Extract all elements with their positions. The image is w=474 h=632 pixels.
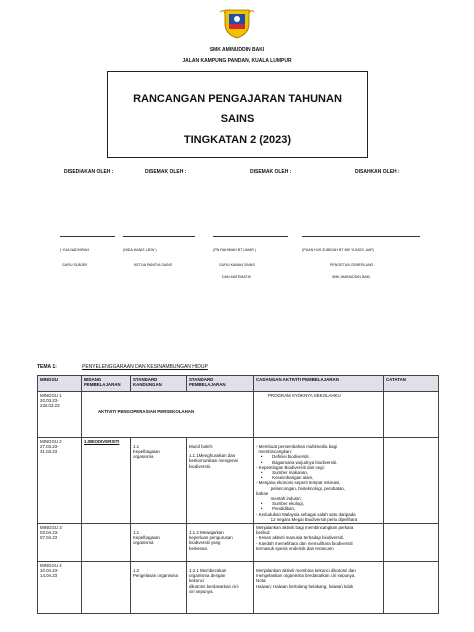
school-crest-icon xyxy=(217,6,257,40)
kandungan-line: Pengelasan organisma xyxy=(133,573,178,579)
title-line-3: TINGKATAN 2 (2023) xyxy=(183,134,292,146)
cell-catatan xyxy=(384,438,439,524)
cell-kandungan xyxy=(131,524,187,562)
minggu-label: MINGGU 3 xyxy=(40,525,62,531)
sig-role-1: GURU SUBJEK xyxy=(62,263,88,267)
sig-name-1: ( YUA NADHIRAH xyxy=(60,248,90,252)
sig-header-2: DISEMAK OLEH : xyxy=(145,169,187,175)
cell-aktiviti xyxy=(254,392,384,438)
aktiviti-line: - Kedudukan Malaysia sebagai salah satu daripada xyxy=(256,511,356,517)
aktiviti-line: Menjalankan aktiviti membina kekunci dikotomi dan xyxy=(256,568,356,574)
bidang-text: 1.0BIODIVERSITI xyxy=(84,439,120,444)
aktiviti-line: termasuk spesis endemik dan terancam xyxy=(256,545,334,551)
cell-aktiviti xyxy=(254,562,384,614)
pembelajaran-line: 1.1.2 Mewajarkan xyxy=(189,530,224,536)
aktiviti-line: - Membuat persembahan multimedia bagi xyxy=(256,444,338,449)
table-row xyxy=(38,562,439,614)
pembelajaran-line: berkomunikasi mengenai xyxy=(189,458,238,464)
aktiviti-line: mengelaskan organisma berdasarkan ciri sepunya. xyxy=(256,573,356,579)
aktiviti-line: • Sumber makanan, xyxy=(256,470,309,476)
sig-header-4: DISAHKAN OLEH : xyxy=(355,169,400,175)
cell-bidang xyxy=(82,438,131,524)
pembelajaran-line: biodiversiti yang xyxy=(189,540,221,546)
kandungan-line: 1.1 xyxy=(133,444,140,449)
minggu-date-start: 03.04.23- xyxy=(40,530,59,536)
sig-name-3: (PN RAHIMAH BT UMAR ) xyxy=(213,248,257,252)
sig-line-4 xyxy=(302,236,420,237)
cell-minggu xyxy=(38,438,82,524)
col-header-catatan: CATATAN xyxy=(384,376,439,392)
aktiviti-line: berikut: xyxy=(256,530,271,536)
aktiviti-line: • Bagaimana wujudnya biodiversiti. xyxy=(256,459,338,465)
aktiviti-line: - Menjana ekonomi seperti tempat rekreasi, xyxy=(256,480,341,486)
kandungan-line: organisma xyxy=(133,540,154,546)
aktiviti-line: Haiwan: Haiwan bertulang belakang, haiwan tidak xyxy=(256,583,354,589)
title-line-1: RANCANGAN PENGAJARAN TAHUNAN xyxy=(133,93,342,105)
minggu-label: MINGGU 2 xyxy=(40,439,62,444)
cell-pembelajaran xyxy=(187,438,254,524)
pembelajaran-line: ciri sepunya. xyxy=(189,588,214,594)
aktiviti-line: bahan xyxy=(256,490,269,496)
minggu-date-end: 07.04.23 xyxy=(40,535,58,541)
aktiviti-line: 12 negara Megai Biodiversiti perlu dipelihara xyxy=(256,516,358,522)
title-box xyxy=(107,71,368,158)
pembelajaran-line: berkesan. xyxy=(189,545,209,551)
minggu-label: MINGGU 1 xyxy=(40,393,62,398)
tema-label: TEMA 1: xyxy=(37,364,57,370)
aktiviti-line: • Pendidikan, xyxy=(256,506,296,512)
sig-header-3: DISEMAK OLEH : xyxy=(250,169,292,175)
sig-line-2 xyxy=(123,236,195,237)
sig-name-4: (PUAN HJH ZUBIDAH BT MD YUNOS, AAP) xyxy=(302,248,374,252)
minggu-date-start: 20.03.23- xyxy=(40,398,59,404)
sig-header-1: DISEDIAKAN OLEH : xyxy=(64,169,114,175)
sig-role-4: PENGETUA CEMERLANG xyxy=(330,263,374,267)
aktiviti-line: • Sumber ekologi, xyxy=(256,501,304,507)
rpt-table xyxy=(37,375,439,614)
aktiviti-line: Menjalankan aktiviti bagi membincangkan perkara xyxy=(256,525,354,531)
col-header-standard-pembelajaran: STANDARD PEMBELAJARAN xyxy=(187,376,254,392)
kandungan-line: organisma xyxy=(133,454,154,460)
cell-catatan xyxy=(384,524,439,562)
minggu-date-start: 10.04.23- xyxy=(40,568,59,574)
aktiviti-line: Nota: xyxy=(256,578,267,584)
pembelajaran-line: 1.2.1 Membezakan xyxy=(189,568,227,574)
pembelajaran-line: 1.1.1Menghuraikan dan xyxy=(189,453,236,459)
aktiviti-line: • Definisi biodiversiti. xyxy=(256,454,310,460)
minggu-date-end: 14.04.23 xyxy=(40,573,58,579)
aktiviti-line: • Keseimbangan alam, xyxy=(256,475,314,481)
cell-aktiviti-sekolah xyxy=(82,392,254,438)
kandungan-line: Kepelbagaian xyxy=(133,535,160,541)
aktiviti-line: - Kesan aktiviti manusia terhadap biodiversiti. xyxy=(256,535,345,541)
cell-bidang xyxy=(82,562,131,614)
cell-kandungan xyxy=(131,562,187,614)
sig-role-2: KETUA PANITIA SAINS xyxy=(134,263,173,267)
cell-catatan xyxy=(384,562,439,614)
kandungan-line: Kepelbagaian xyxy=(133,449,160,455)
col-header-standard-kandungan: STANDARD KANDUNGAN xyxy=(131,376,187,392)
col-header-cadangan-aktiviti: CADANGAN AKTIVITI PEMBELAJARAN xyxy=(254,376,384,392)
sig-role-3b: DAN MATEMATIK xyxy=(222,275,252,279)
tema-value: PENYELENGGARAAN DAN KESINAMBUNGAN HIDUP xyxy=(82,364,208,370)
aktiviti-line: mentah industri, xyxy=(256,496,302,502)
title-line-2: SAINS xyxy=(220,113,255,125)
aktiviti-line: pelancongan, bioteknologi, perubatan, xyxy=(256,485,346,491)
minggu-date-start: 27.03.23- xyxy=(40,444,59,450)
aktiviti-line: - Kepentingan Biodiversiti dari segi: xyxy=(256,464,325,470)
table-row xyxy=(38,392,439,438)
cell-aktiviti xyxy=(254,524,384,562)
table-header-row xyxy=(38,376,439,392)
aktiviti-line: membincangkan: xyxy=(256,449,292,455)
aktiviti-sekolah-text: AKTIVITI PENGOPERASIAN PERSEKOLAHAN xyxy=(98,409,195,414)
pembelajaran-line: kekunci xyxy=(189,578,204,584)
pembelajaran-line: biodiversiti. xyxy=(189,463,211,469)
sig-role-4b: SMK AMINUDDIN BAKI xyxy=(332,275,371,279)
sig-role-3: GURU KANAN SAINS xyxy=(219,263,255,267)
pembelajaran-line: keperluan pengurusan xyxy=(189,535,233,541)
cell-aktiviti xyxy=(254,438,384,524)
col-header-minggu: MINGGU xyxy=(38,376,82,392)
school-name: SMK AMINUDDIN BAKI xyxy=(209,47,265,53)
school-address: JALAN KAMPUNG PANDAN, KUALA LUMPUR xyxy=(182,58,292,64)
pembelajaran-line: organisma dengan xyxy=(189,573,226,579)
pembelajaran-line: dikotomi berdasarkan ciri- xyxy=(189,583,240,589)
cell-pembelajaran xyxy=(187,524,254,562)
cell-kandungan xyxy=(131,438,187,524)
table-row xyxy=(38,438,439,524)
sig-line-3 xyxy=(213,236,288,237)
sig-name-2: (NIDA HANIS LIEW ) xyxy=(123,248,157,252)
pembelajaran-line: Murid boleh: xyxy=(189,444,214,449)
cell-catatan xyxy=(384,392,439,438)
aktiviti-line: - Kaedah memelihara dan memulihara biodiversiti xyxy=(256,540,353,546)
col-header-bidang: BIDANG PEMBELAJARAN xyxy=(82,376,131,392)
kandungan-line: 1.2 xyxy=(133,568,140,574)
minggu-date-end: 234.03.23 xyxy=(40,403,60,409)
aktiviti-line: PROGRAM SYOKNYA SEKOLAHKU xyxy=(268,393,341,398)
kandungan-line: 1.1 xyxy=(133,530,140,536)
cell-minggu xyxy=(38,524,82,562)
minggu-date-end: 31.03.23 xyxy=(40,449,58,455)
cell-bidang xyxy=(82,524,131,562)
cell-minggu xyxy=(38,392,82,438)
cell-pembelajaran xyxy=(187,562,254,614)
minggu-label: MINGGU 4 xyxy=(40,563,62,569)
cell-minggu xyxy=(38,562,82,614)
sig-line-1 xyxy=(60,236,115,237)
table-row xyxy=(38,524,439,562)
